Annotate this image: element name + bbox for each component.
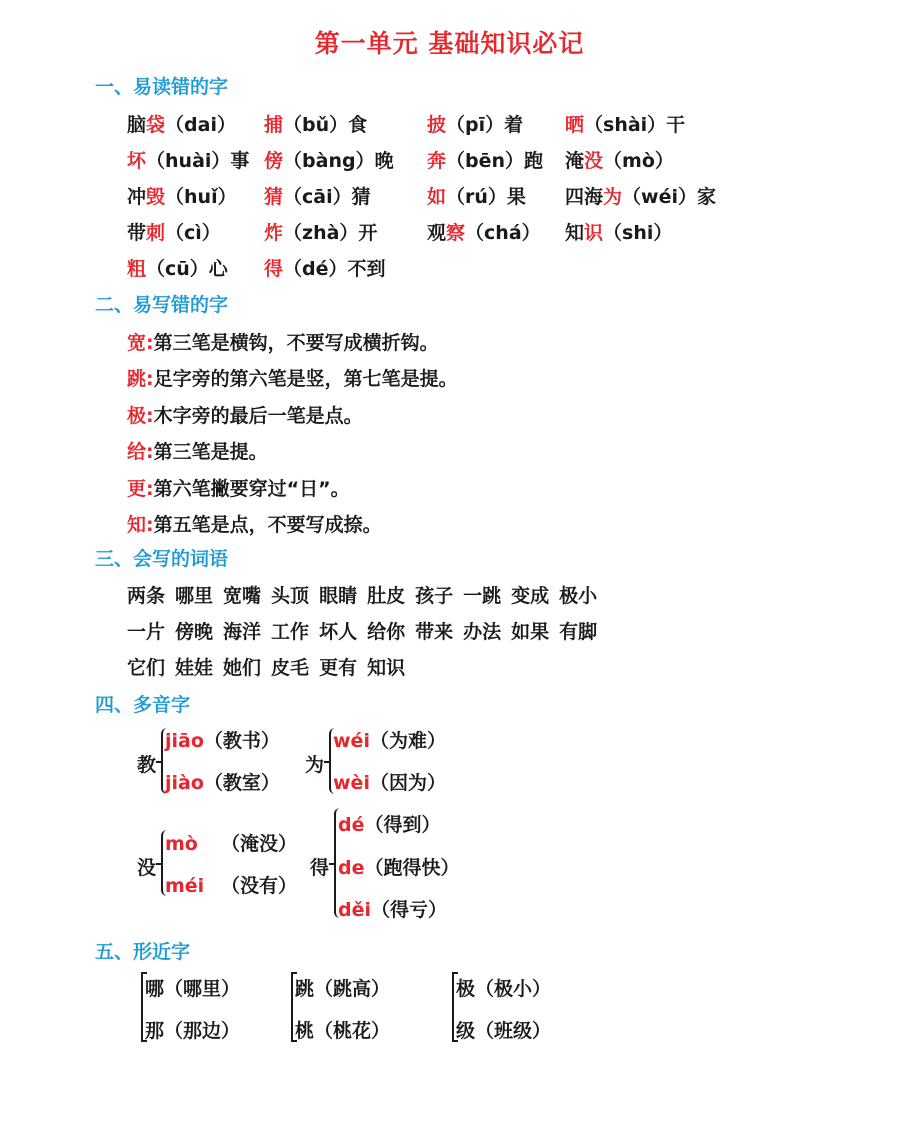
rule-text: 第三笔是提。 (153, 441, 268, 464)
polyphone-char: 为 (305, 754, 325, 776)
text-part: （shài）干 (584, 114, 686, 136)
highlight-char: 炸 (264, 222, 284, 244)
word: 如果 (511, 621, 550, 643)
highlight-char: 识 (584, 222, 604, 244)
word: 两条 (127, 585, 166, 607)
word: 娃娃 (175, 657, 214, 679)
word: 皮毛 (271, 657, 310, 679)
section-heading-2: 二、易写错的字 (95, 294, 229, 316)
word: 工作 (271, 621, 310, 643)
misread-item (127, 182, 237, 209)
word: 知识 (367, 657, 406, 679)
highlight-char: 毁 (146, 186, 166, 208)
misread-item (127, 146, 249, 173)
misread-item (427, 146, 543, 173)
word-line (127, 617, 607, 644)
misread-item (565, 110, 685, 137)
word: 它们 (127, 657, 166, 679)
misread-item (264, 254, 386, 281)
page-title: 第一单元 基础知识必记 (314, 29, 585, 58)
polyphone-reading: wèi（因为） (333, 772, 446, 794)
word: 带来 (415, 621, 454, 643)
highlight-char: 为 (603, 186, 623, 208)
highlight-char: 披 (427, 114, 447, 136)
rule-text: 第三笔是横钩，不要写成横折钩。 (153, 332, 439, 354)
text-part: （wéi）家 (622, 186, 716, 208)
text-part: （cì） (165, 222, 221, 244)
misread-item (127, 110, 236, 137)
word: 一片 (127, 621, 166, 643)
word: 更有 (319, 657, 358, 679)
text-part: （dai） (165, 114, 236, 136)
word: 眼睛 (319, 585, 358, 607)
highlight-char: 晒 (565, 114, 585, 136)
text-part: （dé）不到 (283, 258, 386, 280)
highlight-char: 袋 (146, 114, 166, 136)
similar-char-item: 桃（桃花） (295, 1020, 391, 1042)
text-part: （rú）果 (446, 186, 526, 208)
similar-char-item: 级（班级） (456, 1020, 552, 1042)
word: 一跳 (463, 585, 502, 607)
word: 极小 (559, 585, 598, 607)
section-heading-5: 五、形近字 (95, 941, 191, 963)
polyphone-reading: mò （淹没） (165, 833, 298, 855)
rule-text: 第五笔是点，不要写成捺。 (153, 514, 382, 536)
highlight-char: 捕 (264, 114, 284, 136)
text-part: （bǔ）食 (283, 114, 368, 136)
similar-char-item: 哪（哪里） (145, 978, 241, 1000)
similar-char-item: 那（那边） (145, 1020, 241, 1042)
text-part: 脑 (127, 114, 147, 136)
word: 变成 (511, 585, 550, 607)
text-part: 知 (565, 222, 585, 244)
polyphone-reading: wéi（为难） (333, 730, 446, 752)
highlight-char: 奔 (427, 150, 447, 172)
text-part: （pī）着 (446, 114, 524, 136)
misread-item (264, 218, 377, 245)
writing-rule (127, 437, 268, 464)
text-part: （bàng）晚 (283, 150, 394, 172)
text-part: （mò） (603, 150, 674, 172)
text-part: 观 (427, 222, 447, 244)
text-part: 淹 (565, 150, 585, 172)
rule-text: 第六笔撇要穿过“日”。 (153, 477, 350, 500)
word: 海洋 (223, 621, 262, 643)
misread-item (264, 110, 367, 137)
polyphone-char: 教 (137, 754, 157, 776)
polyphone-reading: de（跑得快） (338, 857, 460, 879)
highlight-char: 察 (446, 222, 466, 244)
text-part: 带 (127, 222, 147, 244)
misread-item (264, 146, 394, 173)
highlight-char: 没 (584, 150, 604, 172)
word: 傍晚 (175, 621, 214, 643)
word: 给你 (367, 621, 406, 643)
word: 哪里 (175, 585, 214, 607)
misread-item (427, 110, 523, 137)
text-part: 四海 (565, 186, 604, 208)
word: 孩子 (415, 585, 454, 607)
writing-rule (127, 474, 350, 501)
word: 她们 (223, 657, 262, 679)
text-part: （chá） (465, 222, 541, 244)
writing-rule (127, 401, 363, 428)
rule-char: 跳: (127, 368, 154, 391)
rule-char: 宽: (127, 332, 154, 354)
word: 有脚 (559, 621, 598, 643)
rule-char: 知: (127, 514, 154, 536)
word-line (127, 581, 607, 608)
misread-item (127, 218, 221, 245)
similar-char-item: 极（极小） (456, 978, 552, 1000)
text-part: （cū）心 (146, 258, 228, 280)
misread-item (264, 182, 371, 209)
text-part: （bēn）跑 (446, 150, 544, 172)
text-part: （huài）事 (146, 150, 250, 172)
polyphone-char: 没 (137, 857, 157, 879)
polyphone-reading: méi （没有） (165, 875, 298, 897)
misread-item (127, 254, 228, 281)
text-part: 冲 (127, 186, 147, 208)
word: 头顶 (271, 585, 310, 607)
text-part: （shi） (603, 222, 673, 244)
similar-char-item: 跳（跳高） (295, 978, 391, 1000)
word: 坏人 (319, 621, 358, 643)
text-part: （huǐ） (165, 186, 237, 208)
polyphone-reading: jiào（教室） (165, 772, 280, 794)
highlight-char: 猜 (264, 186, 284, 208)
rule-text: 足字旁的第六笔是竖，第七笔是提。 (153, 368, 458, 391)
writing-rule (127, 364, 458, 391)
highlight-char: 得 (264, 258, 284, 280)
rule-char: 给: (127, 441, 154, 464)
misread-item (427, 218, 541, 245)
rule-char: 极: (127, 404, 154, 427)
section-heading-3: 三、会写的词语 (95, 548, 229, 570)
word: 肚皮 (367, 585, 406, 607)
misread-item (565, 146, 674, 173)
word: 办法 (463, 621, 502, 643)
text-part: （cāi）猜 (283, 186, 371, 208)
highlight-char: 如 (427, 186, 447, 208)
rule-text: 木字旁的最后一笔是点。 (153, 404, 363, 427)
polyphone-char: 得 (310, 857, 330, 879)
section-heading-1: 一、易读错的字 (95, 76, 229, 98)
rule-char: 更: (127, 477, 154, 500)
misread-item (565, 182, 716, 209)
polyphone-reading: děi（得亏） (338, 899, 448, 921)
highlight-char: 刺 (146, 222, 166, 244)
word-line (127, 653, 415, 680)
misread-item (565, 218, 672, 245)
highlight-char: 粗 (127, 258, 147, 280)
highlight-char: 坏 (127, 150, 147, 172)
word: 宽嘴 (223, 585, 262, 607)
misread-item (427, 182, 526, 209)
highlight-char: 傍 (264, 150, 284, 172)
section-heading-4: 四、多音字 (95, 694, 191, 716)
text-part: （zhà）开 (283, 222, 378, 244)
polyphone-reading: jiāo（教书） (165, 730, 280, 752)
writing-rule (127, 510, 382, 537)
polyphone-reading: dé（得到） (338, 814, 441, 836)
writing-rule (127, 328, 439, 355)
